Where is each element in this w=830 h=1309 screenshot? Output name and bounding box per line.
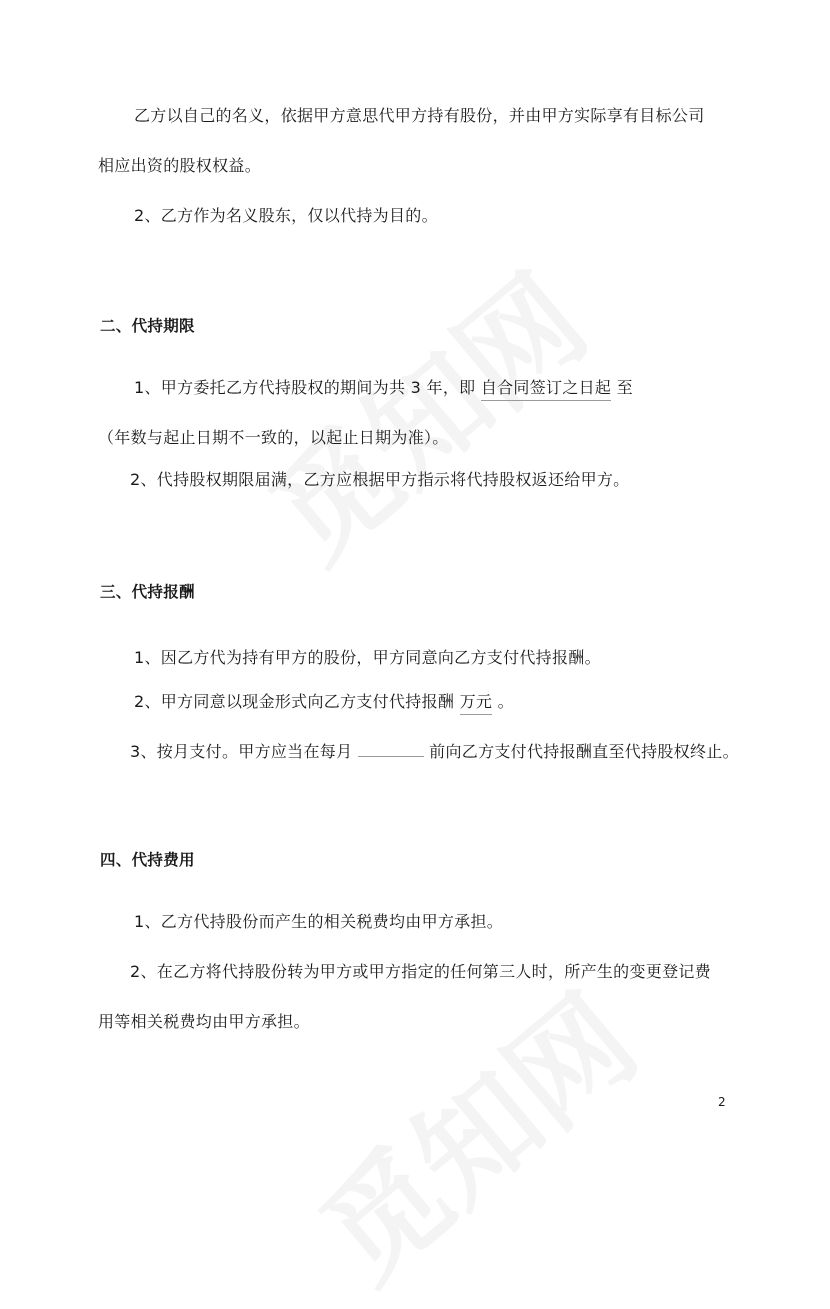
watermark [254,258,607,581]
section-3-heading: 三、代持报酬 [100,583,195,601]
section-3-item-2 [134,690,514,715]
section-2-item-1-prefix: 1、甲方委托乙方代持股权的期间为共 3 年，即 [134,378,476,397]
section-4-item-2-line-2: 用等相关税费均由甲方承担。 [98,1012,310,1031]
amount-field: 万元 [460,690,493,715]
section-4-heading: 四、代持费用 [100,851,195,869]
paragraph-1-line-2: 相应出资的股权权益。 [98,156,262,175]
section-3-item-3-suffix: 前向乙方支付代持报酬直至代持股权终止。 [429,742,739,761]
watermark-bottom [304,978,657,1301]
section-4-item-2-line-1: 2、在乙方将代持股份转为甲方或甲方指定的任何第三人时，所产生的变更登记费 [130,962,711,981]
payment-day-blank [358,738,424,757]
section-3-item-3-prefix: 3、按月支付。甲方应当在每月 [130,742,353,761]
paragraph-1-line-1: 乙方以自己的名义，依据甲方意思代甲方持有股份，并由甲方实际享有目标公司 [134,106,705,125]
section-3-item-2-prefix: 2、甲方同意以现金形式向乙方支付代持报酬 [134,692,455,711]
section-2-item-1-suffix: 至 [616,378,633,397]
section-3-item-3 [130,738,739,764]
section-2-item-2: 2、代持股权期限届满，乙方应根据甲方指示将代持股权返还给甲方。 [130,470,630,489]
section-2-heading: 二、代持期限 [100,317,195,335]
paragraph-2: 2、乙方作为名义股东，仅以代持为目的。 [134,206,438,225]
section-4-item-1: 1、乙方代持股份而产生的相关税费均由甲方承担。 [134,912,504,931]
section-3-item-1: 1、因乙方代为持有甲方的股份，甲方同意向乙方支付代持报酬。 [134,648,601,667]
section-3-item-2-suffix: 。 [497,692,514,711]
section-2-item-1 [134,376,633,401]
start-date-field: 自合同签订之日起 [481,376,611,401]
section-2-item-1-line-2: （年数与起止日期不一致的，以起止日期为准）。 [98,428,449,447]
page-number: 2 [718,1095,726,1109]
